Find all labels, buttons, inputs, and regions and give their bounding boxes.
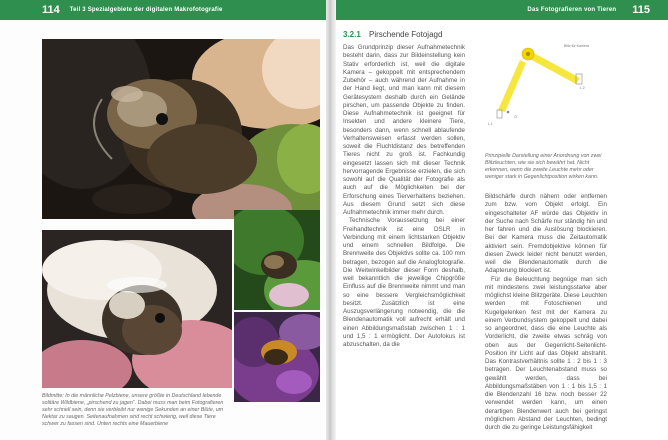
flash-diagram	[480, 38, 610, 148]
right-page-number: 115	[632, 4, 650, 16]
diagram-caption: Prinzipielle Darstellung einer Anordnung von zwei Blitzleuchten, wie sie sich bewährt hat. Nicht erkennen, wenn die zweite Leuchte mehr oder weniger stark in Gegenlichtposition wirken kann.	[485, 153, 602, 180]
left-page-header	[0, 0, 326, 20]
section-number: 3.2.1	[343, 30, 361, 39]
photo-bee-flower	[42, 230, 232, 388]
diagram-label: L 1	[488, 122, 493, 126]
left-running-title: Teil 3 Spezialgebiete der digitalen Makrofotografie	[69, 7, 223, 13]
photo-bee-green	[234, 210, 320, 310]
section-title: Pirschende Fotojagd	[369, 30, 443, 39]
photo-caption: Bildmitte: In die männliche Pelzbiene, unsere größte in Deutschland lebende solitäre Wildbiene, „pirschend zu jagen“. Dabei muss man beim Fotografieren sehr schnell sein, denn sie verbleibt nur wenige Sekunden an einer Blüte, um Nektar zu saugen. Seitenaufnahmen sind recht schwierig, weil diese Tiere schwer zu fassen sind. Unten rechts eine Mauerbiene	[42, 393, 224, 427]
book-gutter	[326, 0, 336, 440]
photo-bee-purple	[234, 312, 320, 402]
paragraph: Technische Voraussetzung bei einer Freihandtechnik ist eine DSLR in Verbindung mit einem lichtstarken Objektiv und einem schnellen Bildfolge. Die Brennweite des Objektivs sollte ca. 100 mm betragen, bezogen auf die Analogfotografie. Die Weitwinkelbilder dieser Form deshalb, weil bekanntlich die jeweilige Chipgröße Einfluss auf die Brennweite nimmt und man so eine bessere Vergleichsmöglichkeit besitzt. Zusätzlich ist eine Auszugsverlängerung notwendig, die die Blendenautomatik voll aufrecht erhält und einen Abbildungsmaßstab zwischen 1 : 1 und 1,5 : 1 ermöglicht. Der Autofokus ist abzuschalten, da die	[343, 217, 465, 348]
left-page	[0, 0, 330, 440]
section-heading	[343, 30, 442, 39]
column-1	[343, 44, 465, 349]
diagram-label: L 2	[580, 86, 585, 90]
left-page-number: 114	[42, 4, 60, 16]
paragraph: Für die Beleuchtung begnüge man sich mit mindestens zwei leistungsstarke aber möglichst kleine Blitzgeräte. Diese Leuchten werden mit Fotoschienen und Kugelgelenken fest mit der Kamera zu einem Verbundsystem gekoppelt und dabei so angeordnet, dass die eine Leuchte als Vorderlicht, die zweite etwas schräg von oben aus der Gegenlicht-Seitenlicht-Position ihr Licht auf das Objekt abstrahlt. Das Kontrastverhältnis sollte 1 : 2 bis 1 : 3 betragen. Der Leuchtenabstand muss so gewählt werden, dass bei Abbildungsmaßstäben von 1 : 1 bis 1,5 : 1 die Blendenzahl 16 bzw. noch besser 22 verwendet werden kann, um einen derartigen Blendenwert auch bei geringst möglichem Abstand der Leuchten, bedingt durch die zu geringe Leistungsfähigkeit	[485, 275, 607, 431]
diagram-label: Blitz für Kamera	[564, 44, 589, 48]
column-2	[485, 193, 607, 432]
diagram-label: O	[514, 115, 517, 119]
paragraph: Das Grundprinzip dieser Aufnahmetechnik besteht darin, dass zur Bildeinstellung kein Stativ erforderlich ist, weil die digitale Kamera – gekoppelt mit entsprechendem Zubehör – auch während der Aufnahme in der Hand liegt, und man kann mit diesem Gerätesystem deshalb durch ein Gelände pirschen, um passende Objekte zu finden. Diese Aufnahmetechnik ist geeignet für Insekten und andere kleinere Tiere, besonders dann, wenn schnell ablaufende Verhaltensweisen erfasst werden sollen, soweit die Fluchtdistanz des betreffenden Tieres nicht zu groß ist. Fachkundig eingesetzt lassen sich mit dieser Technik hervorragende Ergebnisse erzielen, die sich sowohl auf die Qualität der Fotografie als auch auf die Möglichkeiten bei der Erforschung eines Tierverhaltens beziehen. Aus diesem Grund setzt sich diese Aufnahmetechnik immer mehr durch.	[343, 44, 465, 216]
photo-bee-large	[42, 39, 320, 219]
paragraph: Bildschärfe durch nähern oder entfernen zum bzw. vom Objekt erfolgt. Ein eingeschalteter AF würde das Objektiv in der Suche nach Schärfe nur ständig hin und her fahren und die Auslösung blockieren. Bei der Kamera muss die Zeitautomatik aktiviert sein. Fremdobjektive können für diesen Zweck leider nicht benutzt werden, weil die Blendenautomatik durch die Adapterung blockiert ist.	[485, 193, 607, 275]
right-running-title: Das Fotografieren von Tieren	[527, 7, 617, 13]
right-page-header	[336, 0, 668, 20]
